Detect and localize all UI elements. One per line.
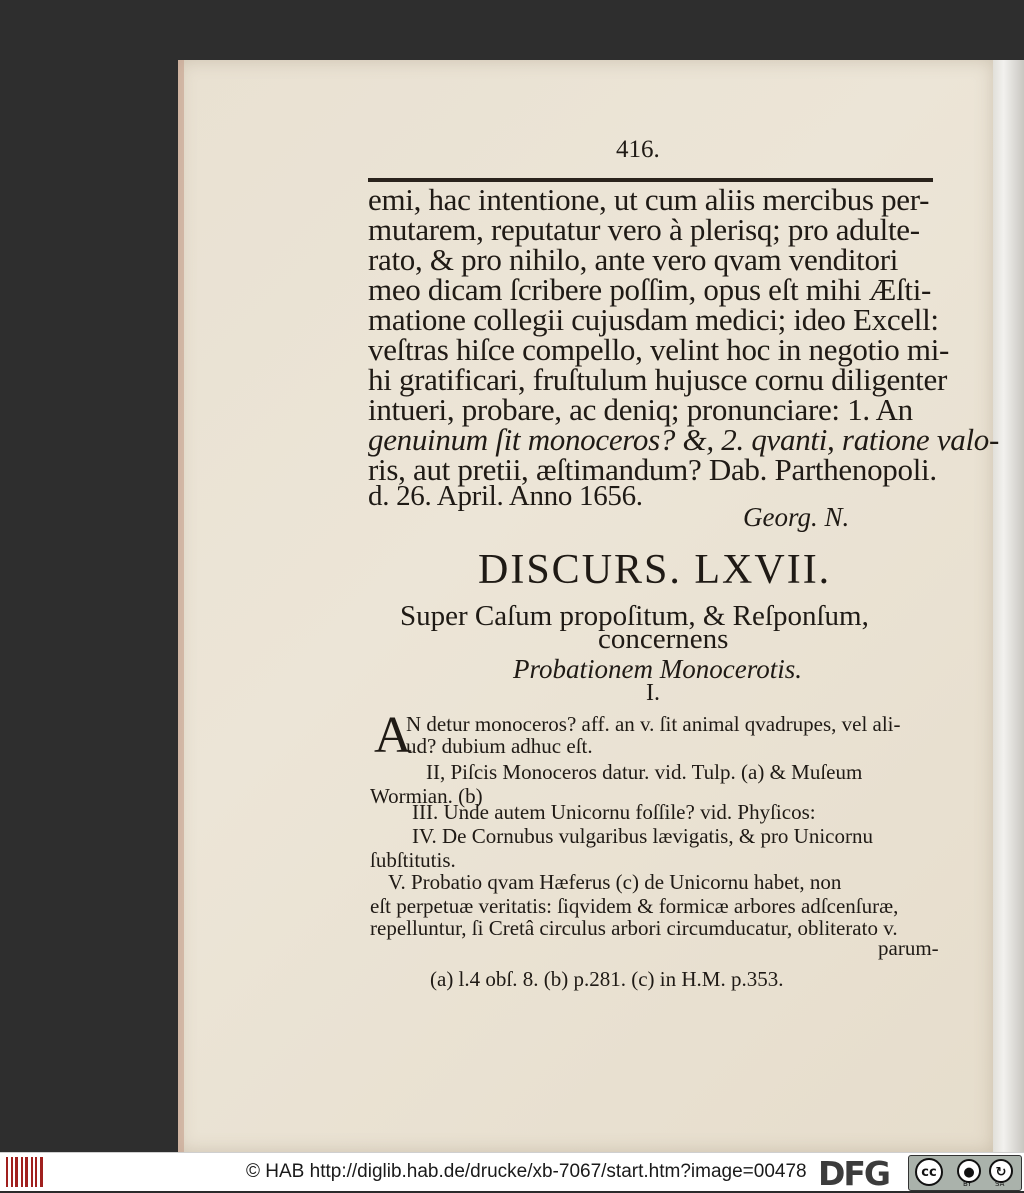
page-number: 416. — [616, 136, 660, 163]
text-line: mutarem, reputatur vero à plerisq; pro adulte- — [368, 212, 920, 247]
book-page — [178, 60, 1000, 1152]
point-line: IV. De Cornubus vulgaribus lævigatis, & pro Unicornu — [412, 824, 873, 848]
chapter-subtitle: concernens — [598, 623, 729, 655]
text-line: rato, & pro nihilo, ante vero qvam venditori — [368, 242, 899, 277]
text-line: matione collegii cujusdam medici; ideo Excell: — [368, 302, 939, 337]
text-line: genuinum ſit monoceros? &, 2. qvanti, ratione valo- — [368, 422, 1000, 457]
text-line: emi, hac intentione, ut cum aliis mercibus per- — [368, 182, 930, 217]
chapter-heading: DISCURS. LXVII. — [478, 547, 832, 593]
point-line: repelluntur, ſi Cretâ circulus arbori circumducatur, obliterato v. — [370, 916, 898, 940]
signature: Georg. N. — [743, 502, 850, 532]
text-line: veſtras hiſce compello, velint hoc in negotio mi- — [368, 332, 950, 367]
dfg-logo: DFG — [818, 1154, 890, 1193]
point-line: N detur monoceros? aff. an v. ſit animal qvadrupes, vel ali- — [406, 712, 901, 736]
source-link[interactable]: © HAB http://diglib.hab.de/drucke/xb-7067/start.htm?image=00478 — [246, 1161, 807, 1182]
section-number: I. — [646, 680, 660, 706]
chapter-subtitle: Probationem Monocerotis. — [513, 654, 802, 684]
point-line: II, Piſcis Monoceros datur. vid. Tulp. (a) & Muſeum — [426, 760, 863, 784]
text-line: d. 26. April. Anno 1656. — [368, 480, 643, 512]
text-line: hi gratificari, fruſtulum hujusce cornu diligenter — [368, 362, 947, 397]
cc-icon: cc — [915, 1158, 943, 1186]
point-line: Wormian. (b) — [370, 784, 483, 808]
license-sa-label: SA — [995, 1180, 1005, 1188]
cc-license-badge[interactable] — [908, 1155, 1022, 1191]
drop-capital: A — [374, 707, 412, 764]
point-line: V. Probatio qvam Hæferus (c) de Unicornu habet, non — [388, 870, 842, 894]
point-line: ud? dubium adhuc eſt. — [406, 734, 593, 758]
text-line: ris, aut pretii, æſtimandum? Dab. Parthenopoli. — [368, 452, 937, 487]
license-by-label: BY — [963, 1180, 972, 1188]
page-edge — [178, 60, 184, 1152]
text-line: intueri, probare, ac deniq; pronunciare: 1. An — [368, 392, 913, 427]
chapter-subtitle: Super Caſum propoſitum, & Reſponſum, — [400, 600, 869, 632]
share-alike-icon: ↻ — [989, 1159, 1013, 1183]
point-line: ſubſtitutis. — [370, 848, 456, 872]
next-page-edge — [990, 60, 1024, 1152]
point-line: eſt perpetuæ veritatis: ſiqvidem & formicæ arbores adſcenſuræ, — [370, 894, 899, 918]
catchword: parum- — [878, 936, 939, 960]
person-icon: ● — [957, 1159, 981, 1183]
barcode-icon — [6, 1157, 46, 1187]
point-line: III. Unde autem Unicornu foſſile? vid. Phyſicos: — [412, 800, 816, 824]
footer-bar — [0, 1152, 1024, 1191]
footnote: (a) l.4 obſ. 8. (b) p.281. (c) in H.M. p.353. — [430, 967, 784, 991]
text-line: meo dicam ſcribere poſſim, opus eſt mihi Æſti- — [368, 272, 932, 307]
